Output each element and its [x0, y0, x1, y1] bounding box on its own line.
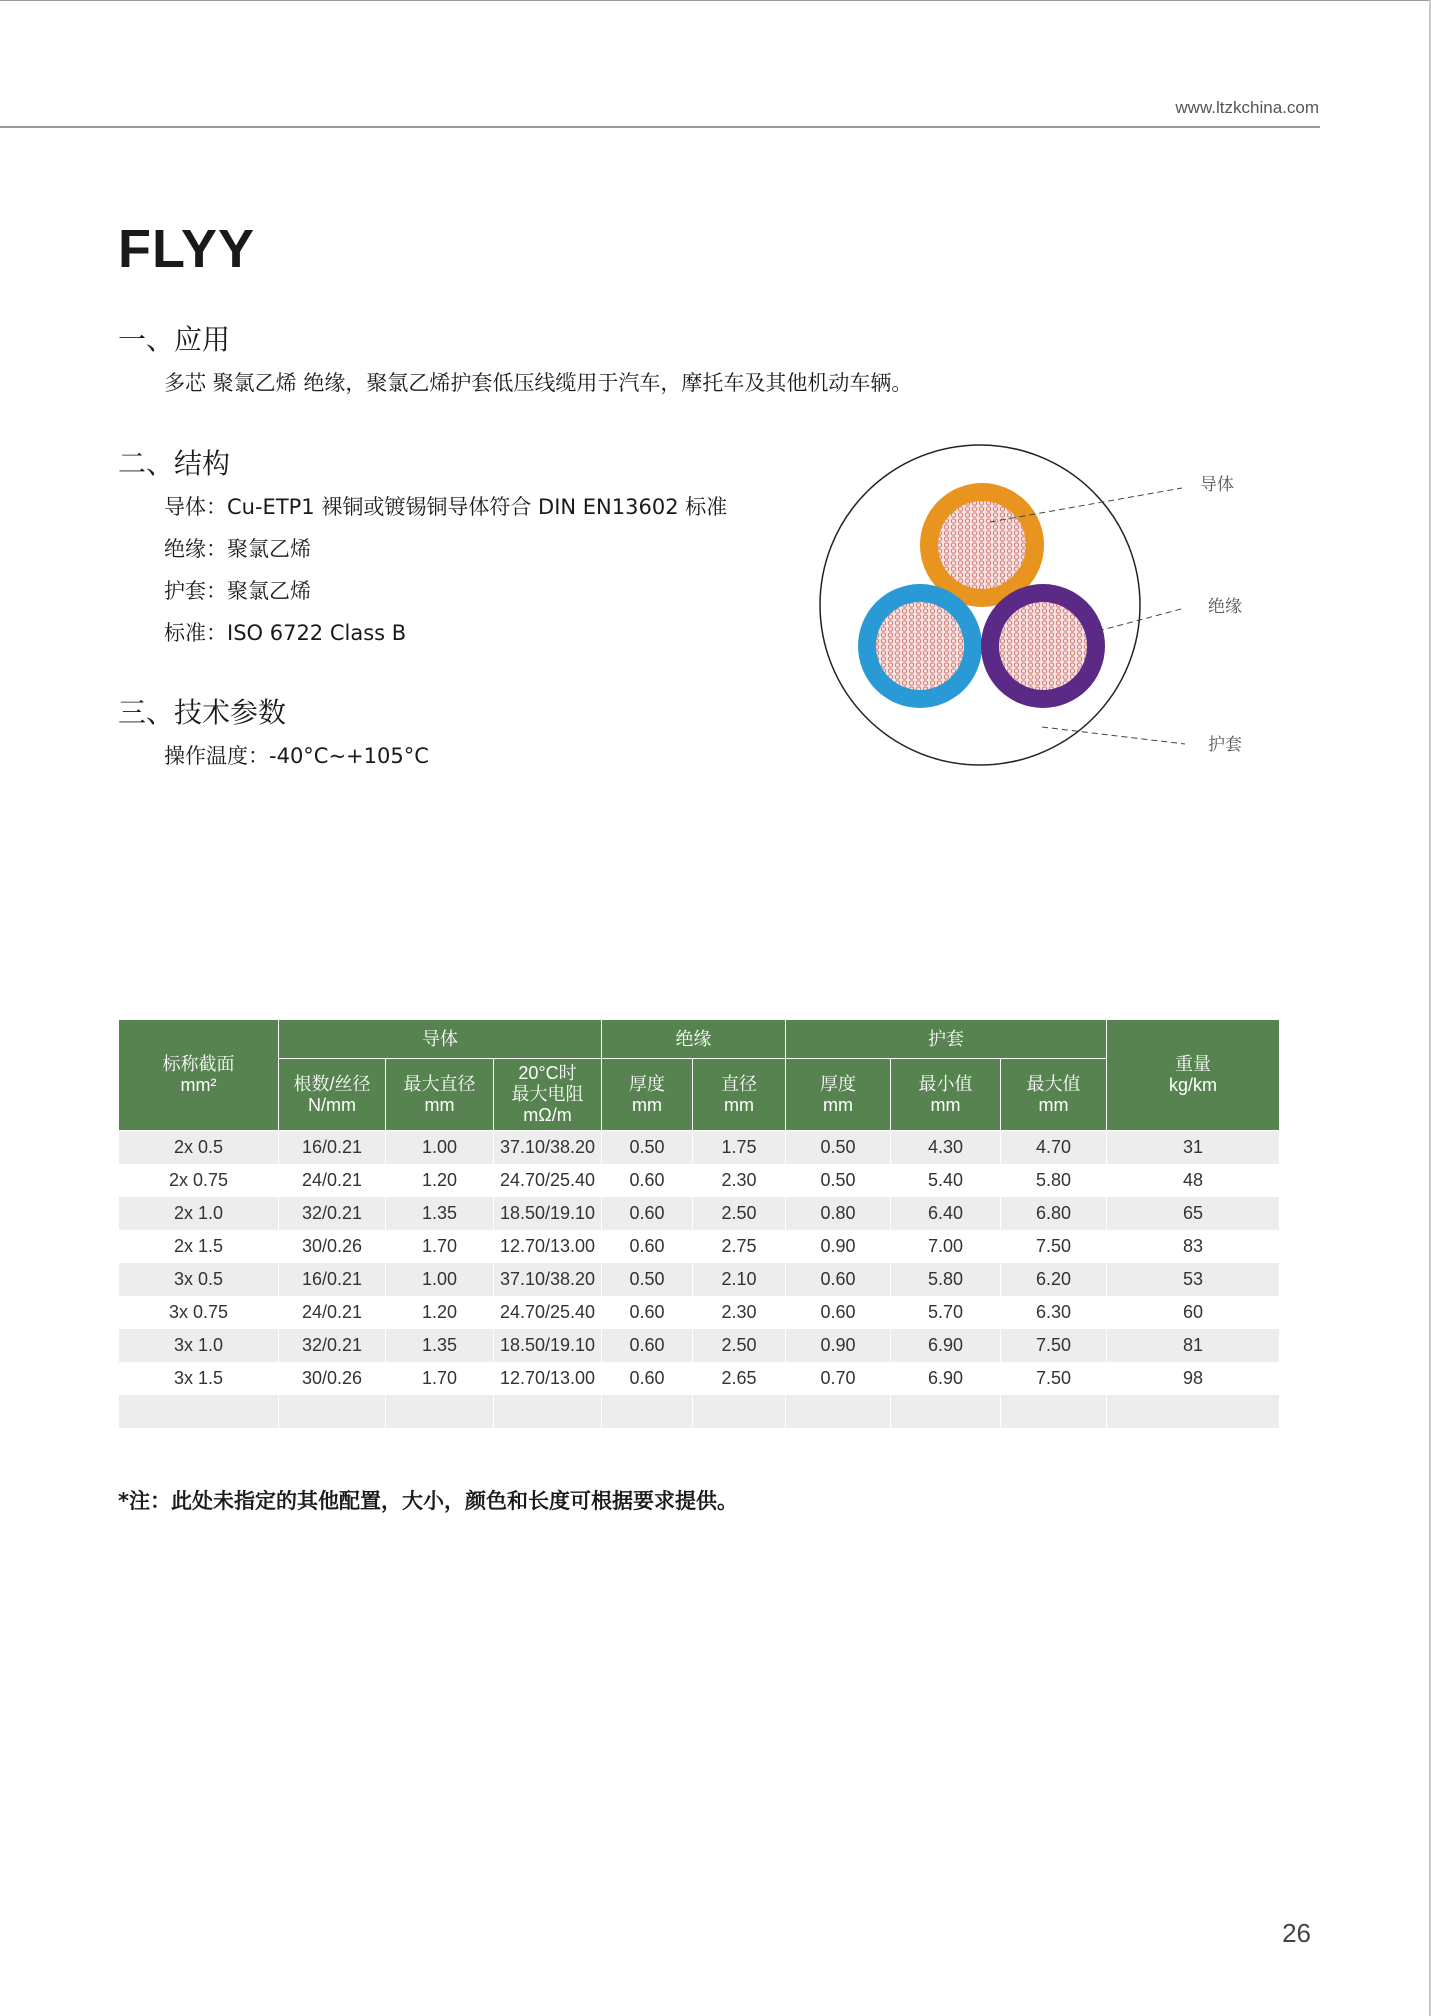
table-cell: 0.90: [786, 1230, 891, 1263]
table-cell: [386, 1395, 494, 1428]
header-conductor-group: 导体: [279, 1020, 602, 1059]
table-row: [119, 1362, 1280, 1395]
table-cell: 1.00: [386, 1131, 494, 1165]
table-cell: 31: [1107, 1131, 1280, 1165]
table-cell: 6.40: [891, 1197, 1001, 1230]
header-insulation-thickness-unit: mm: [632, 1094, 663, 1115]
table-cell: 1.00: [386, 1263, 494, 1296]
table-cell: 83: [1107, 1230, 1280, 1263]
table-row: [119, 1197, 1280, 1230]
table-cell: 2.10: [693, 1263, 786, 1296]
table-cell: 1.35: [386, 1197, 494, 1230]
table-cell: 16/0.21: [279, 1263, 386, 1296]
table-row-empty: [119, 1395, 1280, 1428]
page-title: FLYY: [118, 219, 256, 279]
table-cell: 1.70: [386, 1362, 494, 1395]
table-cell: 0.60: [786, 1263, 891, 1296]
website-url: www.ltzkchina.com: [1175, 98, 1319, 117]
header-sheath-group: 护套: [786, 1020, 1107, 1059]
table-cell: 32/0.21: [279, 1197, 386, 1230]
table-cell: 6.80: [1001, 1197, 1107, 1230]
sheath-label: 护套: [1208, 735, 1242, 755]
header-nominal-section: [119, 1020, 279, 1131]
table-cell: 24/0.21: [279, 1296, 386, 1329]
table-cell: 2x 0.5: [119, 1131, 279, 1165]
table-cell: 24/0.21: [279, 1164, 386, 1197]
table-cell: 30/0.26: [279, 1362, 386, 1395]
table-row: [119, 1164, 1280, 1197]
table-cell: 0.60: [786, 1296, 891, 1329]
cable-cross-section-diagram: [810, 440, 1260, 780]
table-cell: 6.90: [891, 1329, 1001, 1362]
table-cell: 0.60: [602, 1230, 693, 1263]
specification-table: [118, 1019, 1280, 1428]
table-cell: [786, 1395, 891, 1428]
header-strands-label: 根数/丝径: [293, 1073, 371, 1094]
table-cell: 1.35: [386, 1329, 494, 1362]
table-cell: 30/0.26: [279, 1230, 386, 1263]
table-cell: 4.70: [1001, 1131, 1107, 1165]
header-nominal-unit: mm²: [180, 1075, 217, 1095]
table-cell: 1.20: [386, 1164, 494, 1197]
table-cell: 18.50/19.10: [494, 1197, 602, 1230]
application-text: 多芯 聚氯乙烯 绝缘，聚氯乙烯护套低压线缆用于汽车，摩托车及其他机动车辆。: [164, 371, 913, 395]
table-cell: 7.00: [891, 1230, 1001, 1263]
table-cell: 2.50: [693, 1197, 786, 1230]
table-cell: 5.40: [891, 1164, 1001, 1197]
table-cell: 7.50: [1001, 1362, 1107, 1395]
header-insulation-thickness-label: 厚度: [629, 1073, 666, 1094]
header-sheath-min-label: 最小值: [918, 1073, 973, 1094]
table-cell: [119, 1395, 279, 1428]
header-weight-label: 重量: [1175, 1054, 1212, 1074]
table-cell: 37.10/38.20: [494, 1131, 602, 1165]
table-cell: 48: [1107, 1164, 1280, 1197]
top-border: [0, 0, 1431, 1]
header-sheath-min: [891, 1059, 1001, 1131]
structure-heading: 二、结构: [118, 447, 231, 480]
table-cell: 2x 1.5: [119, 1230, 279, 1263]
table-cell: 1.70: [386, 1230, 494, 1263]
header-divider: [0, 126, 1320, 128]
technical-heading: 三、技术参数: [118, 696, 287, 729]
table-cell: 1.20: [386, 1296, 494, 1329]
table-cell: 53: [1107, 1263, 1280, 1296]
table-cell: 1.75: [693, 1131, 786, 1165]
table-cell: [494, 1395, 602, 1428]
header-sheath-thickness-label: 厚度: [820, 1073, 857, 1094]
table-cell: 0.70: [786, 1362, 891, 1395]
insulation-label: 绝缘: [1208, 597, 1242, 617]
table-cell: 5.80: [891, 1263, 1001, 1296]
footnote: *注：此处未指定的其他配置，大小，颜色和长度可根据要求提供。: [118, 1489, 738, 1513]
table-cell: [1001, 1395, 1107, 1428]
core-left: [858, 584, 982, 708]
table-cell: [693, 1395, 786, 1428]
table-cell: 32/0.21: [279, 1329, 386, 1362]
table-cell: 0.60: [602, 1197, 693, 1230]
header-sheath-max-label: 最大值: [1026, 1073, 1081, 1094]
core-right: [981, 584, 1105, 708]
technical-temperature: 操作温度：-40°C~+105°C: [164, 744, 429, 768]
table-cell: 0.60: [602, 1296, 693, 1329]
header-insulation-thickness: [602, 1059, 693, 1131]
table-row: [119, 1296, 1280, 1329]
table-cell: 0.90: [786, 1329, 891, 1362]
header-resistance-unit: mΩ/m: [523, 1105, 572, 1125]
table-cell: 6.90: [891, 1362, 1001, 1395]
core-right-conductor: [999, 602, 1087, 690]
table-cell: 2.65: [693, 1362, 786, 1395]
header-weight-unit: kg/km: [1169, 1075, 1218, 1095]
header-sheath-thickness-unit: mm: [823, 1094, 854, 1115]
core-left-conductor: [876, 602, 964, 690]
header-sheath-max-unit: mm: [1038, 1094, 1069, 1115]
table-cell: 2.30: [693, 1296, 786, 1329]
table-row: [119, 1131, 1280, 1165]
table-cell: 2x 1.0: [119, 1197, 279, 1230]
header-sheath-max: [1001, 1059, 1107, 1131]
header-resistance-line2: 最大电阻: [511, 1084, 584, 1104]
core-top-conductor: [938, 501, 1026, 589]
conductor-label: 导体: [1200, 475, 1234, 495]
table-cell: 2.30: [693, 1164, 786, 1197]
table-cell: 0.50: [602, 1131, 693, 1165]
table-cell: 60: [1107, 1296, 1280, 1329]
table-cell: 0.50: [786, 1164, 891, 1197]
table-cell: 98: [1107, 1362, 1280, 1395]
specification-table-body: [119, 1131, 1280, 1429]
header-insulation-diameter-label: 直径: [721, 1073, 758, 1094]
table-cell: 65: [1107, 1197, 1280, 1230]
header-max-diameter-unit: mm: [424, 1094, 455, 1115]
table-cell: 2x 0.75: [119, 1164, 279, 1197]
table-cell: 81: [1107, 1329, 1280, 1362]
table-cell: 37.10/38.20: [494, 1263, 602, 1296]
table-cell: 0.60: [602, 1164, 693, 1197]
header-max-diameter-label: 最大直径: [403, 1073, 476, 1094]
header-weight: [1107, 1020, 1280, 1131]
header-strands-unit: N/mm: [308, 1094, 356, 1115]
structure-sheath: 护套：聚氯乙烯: [164, 579, 311, 603]
table-cell: 5.80: [1001, 1164, 1107, 1197]
table-cell: 5.70: [891, 1296, 1001, 1329]
table-cell: 24.70/25.40: [494, 1296, 602, 1329]
structure-standard: 标准：ISO 6722 Class B: [164, 621, 407, 645]
table-cell: [891, 1395, 1001, 1428]
header-sheath-thickness: [786, 1059, 891, 1131]
structure-insulation: 绝缘：聚氯乙烯: [164, 537, 311, 561]
table-cell: 24.70/25.40: [494, 1164, 602, 1197]
table-cell: 0.80: [786, 1197, 891, 1230]
table-cell: 6.20: [1001, 1263, 1107, 1296]
table-cell: 3x 0.5: [119, 1263, 279, 1296]
table-cell: 2.50: [693, 1329, 786, 1362]
table-cell: 6.30: [1001, 1296, 1107, 1329]
table-cell: 0.50: [786, 1131, 891, 1165]
header-insulation-group: 绝缘: [602, 1020, 786, 1059]
table-cell: [279, 1395, 386, 1428]
header-sheath-min-unit: mm: [930, 1094, 961, 1115]
table-cell: 4.30: [891, 1131, 1001, 1165]
header-max-diameter: [386, 1059, 494, 1131]
table-row: [119, 1329, 1280, 1362]
header-resistance-line1: 20°C时: [518, 1063, 577, 1083]
table-cell: [602, 1395, 693, 1428]
table-row: [119, 1263, 1280, 1296]
table-cell: 16/0.21: [279, 1131, 386, 1165]
header-nominal-label: 标称截面: [162, 1054, 235, 1074]
table-cell: [1107, 1395, 1280, 1428]
header-insulation-diameter: [693, 1059, 786, 1131]
header-strands: [279, 1059, 386, 1131]
header-insulation-diameter-unit: mm: [724, 1094, 755, 1115]
table-cell: 18.50/19.10: [494, 1329, 602, 1362]
table-cell: 7.50: [1001, 1329, 1107, 1362]
table-cell: 2.75: [693, 1230, 786, 1263]
page-number: 26: [1282, 1918, 1311, 1948]
table-cell: 12.70/13.00: [494, 1362, 602, 1395]
header-resistance: [494, 1059, 602, 1131]
table-row: [119, 1230, 1280, 1263]
table-cell: 0.50: [602, 1263, 693, 1296]
table-cell: 3x 1.5: [119, 1362, 279, 1395]
table-cell: 3x 0.75: [119, 1296, 279, 1329]
table-cell: 0.60: [602, 1329, 693, 1362]
table-cell: 0.60: [602, 1362, 693, 1395]
application-heading: 一、应用: [118, 323, 231, 356]
table-cell: 3x 1.0: [119, 1329, 279, 1362]
structure-conductor: 导体：Cu-ETP1 裸铜或镀锡铜导体符合 DIN EN13602 标准: [164, 495, 728, 519]
table-cell: 7.50: [1001, 1230, 1107, 1263]
table-cell: 12.70/13.00: [494, 1230, 602, 1263]
